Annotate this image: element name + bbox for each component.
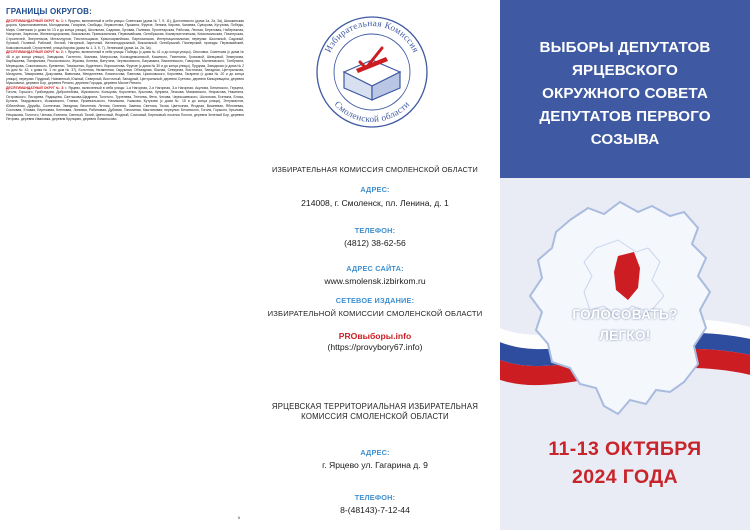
network-publication-name: ИЗБИРАТЕЛЬНОЙ КОМИССИИ СМОЛЕНСКОЙ ОБЛАСТИ bbox=[267, 309, 483, 318]
territorial-phone-value: 8-(48143)-7-12-44 bbox=[340, 505, 410, 515]
districts-column bbox=[0, 0, 250, 530]
network-label: СЕТЕВОЕ ИЗДАНИЕ: bbox=[335, 296, 415, 305]
district-description: г. Ярцево, включенный в себя улицы: Победы (с дома № 41 и до конца улицы), Ольховка, Советская (с дома № 48 и до конца улицы), Заводская, Гастелло, Чкалова, Матросова, Космодемьянской, Кошевого, Тюленина, Громовой, Шевцовой, Земнухова, Карбышева, Панфилова, Рокоссовского, Жукова, Конева, Ватутина, Черняховского, Баграмяна, Василевского, Говорова, Малиновского, Толбухина, Мерецкова, Соколовского, Еременко, Тимошенко, Буденного, Ворошилова, Фрунзе (с дома № 30 и до конца улицы), Прудная, Заводская (с дома № 2 по дом № 42, с дома № 1 по дом № 37), Болотная, Низменная, Окружная, Объездная, Южная, Северная, Восточная, Западная, Центральная, Мичурина, Тимирязева, Докучаева, Вавилова, Менделеева, Ломоносова, Павлова, Циолковского, Королева, Гагарина (с дома № 20 и до конца улицы); переулки: Прудный, Низменный, Южный, Северный, Восточный, Западный, Центральный; деревня Суетово, деревня Капыревщина, деревня Мушковичи, деревня Бор, деревня Репино, деревня Городок, деревня Малое Репино. bbox=[6, 50, 244, 86]
district-name: ДЕСЯТИМАНДАТНЫЙ ОКРУГ № 1: bbox=[6, 19, 65, 23]
phone-value: (4812) 38-62-56 bbox=[344, 238, 406, 248]
logo-arc-text-top: Избирательная Комиссия bbox=[322, 17, 422, 55]
district-description: г. Ярцево, включенный в себя улицы: Советская (дома № 7, 9, 11), Достоевского (дома 1а, 2а, 3а), Шишкинская дорога, Краснознаменная, Молодежная, Гагарина, Свободы, Лермонтова, Пушкина, Фрунзе, Ленина, Кирова, Чапаева, Суворова, Кутузова, Победы, Мира, Советская (с дома № 13 и до конца улицы), Школьная, Садовая, Луговая, Полевая, Пролетарская, Рабочая, Лесная, Береговая, Набережная, Нагорная, Заречная, Железнодорожная, Вокзальная, Привокзальная, Первомайская, Октябрьская, Коммунистическая, Комсомольская, Пионерская, Строителей, Энергетиков, Металлургов, Текстильщиков, Красноармейская, Партизанская, Интернациональная; переулки: Школьный, Садовый, Луговой, Полевой, Рабочий, Лесной, Нагорный, Заречный, Железнодорожный, Вокзальный, Октябрьский, Пионерский; проезды: Первомайский, Комсомольский, Строителей; улица Кирова (дома № 1, 3, 5, 7), Ленинский (дома 1а, 2а, 3а). bbox=[6, 19, 244, 50]
territorial-commission-name: ЯРЦЕВСКАЯ ТЕРРИТОРИАЛЬНАЯ ИЗБИРАТЕЛЬНАЯ КОМИССИЯ СМОЛЕНСКОЙ ОБЛАСТИ bbox=[271, 402, 479, 422]
network-publication-link[interactable]: (https://provybory67.info) bbox=[327, 342, 423, 352]
district-name: ДЕСЯТИМАНДАТНЫЙ ОКРУГ № 3: bbox=[6, 85, 65, 90]
title-line-4: ДЕПУТАТОВ ПЕРВОГО bbox=[539, 108, 711, 125]
title-line-5: СОЗЫВА bbox=[590, 131, 660, 148]
title-panel bbox=[500, 0, 750, 178]
election-dates: 11-13 ОКТЯБРЯ bbox=[548, 438, 702, 460]
website-label: АДРЕС САЙТА: bbox=[346, 264, 404, 273]
districts-text bbox=[6, 19, 244, 121]
commission-name: ИЗБИРАТЕЛЬНАЯ КОМИССИЯ СМОЛЕНСКОЙ ОБЛАСТИ bbox=[271, 165, 478, 174]
address-value: 214008, г. Смоленск, пл. Ленина, д. 1 bbox=[301, 198, 449, 208]
slogan-line-1: ГОЛОСОВАТЬ? bbox=[572, 307, 678, 322]
territorial-address-value: г. Ярцево ул. Гагарина д. 9 bbox=[322, 460, 428, 470]
phone-label: ТЕЛЕФОН: bbox=[354, 226, 396, 235]
network-publication-title: PROвыборы.info bbox=[338, 331, 412, 341]
district-item bbox=[6, 50, 244, 86]
contacts-column bbox=[250, 0, 500, 530]
title-line-3: ОКРУЖНОГО СОВЕТА bbox=[542, 85, 708, 102]
title-line-1: ВЫБОРЫ ДЕПУТАТОВ bbox=[539, 39, 711, 56]
election-year: 2024 ГОДА bbox=[571, 466, 679, 488]
election-column bbox=[500, 0, 750, 530]
slogan-line-2: ЛЕГКО! bbox=[599, 328, 651, 343]
territorial-phone-label: ТЕЛЕФОН: bbox=[354, 493, 396, 502]
page-number: 6 bbox=[238, 515, 241, 520]
commission-logo bbox=[302, 12, 442, 132]
district-description: г. Ярцево, включенный в себя улицы: 1-я Нагорная, 2-я Нагорная, 3-я Нагорная, Акулова, Белинского, Герцена, Гоголя, Горького, Грибоедова, Добролюбова, Жуковского, Кольцова, Короленко, Крылова, Куприна, Лескова, Маяковского, Некрасова, Никитина, Островского, Писарева, Радищева, Салтыкова-Щедрина, Толстого, Тургенева, Тютчева, Фета, Чехова, Чернышевского, Шолохова, Есенина, Блока, Бунина, Твардовского, Исаковского, Глинки, Пржевальского, Нахимова, Ушакова, Кутузова (с дома № 15 и до конца улицы), Энтузиастов, Юбилейная, Дружбы, Солнечная, Звездная, Весенняя, Летняя, Осенняя, Зимняя, Светлая, Тихая, Цветочная, Ягодная, Вишневая, Яблоневая, Сосновая, Еловая, Березовая, Кленовая, Липовая, Рябиновая, Дубовая, Тополиная, Каштановая; переулки: Белинского, Гоголя, Горького, Крылова, Некрасова, Толстого, Чехова, Есенина, Светлый, Тихий, Цветочный, Ягодный, Сосновый, Березовый; поселок Пологи, деревня Зеленый Бор, деревня Петрово, деревня Ивановка, деревня Крупцово, деревня Ломоносово. bbox=[6, 85, 245, 121]
address-label: АДРЕС: bbox=[360, 185, 390, 194]
website-link[interactable]: www.smolensk.izbirkom.ru bbox=[324, 276, 426, 286]
title-line-2: ЯРЦЕВСКОГО bbox=[572, 62, 678, 79]
districts-heading: ГРАНИЦЫ ОКРУГОВ: bbox=[6, 7, 92, 16]
logo-arc-text-bottom: Смоленской области bbox=[332, 98, 412, 124]
territorial-address-label: АДРЕС: bbox=[360, 448, 390, 457]
ballot-box-icon bbox=[344, 48, 400, 100]
district-item bbox=[6, 19, 244, 50]
map-illustration bbox=[500, 178, 750, 428]
district-item bbox=[6, 86, 244, 122]
district-name: ДЕСЯТИМАНДАТНЫЙ ОКРУГ № 2: bbox=[6, 50, 64, 55]
